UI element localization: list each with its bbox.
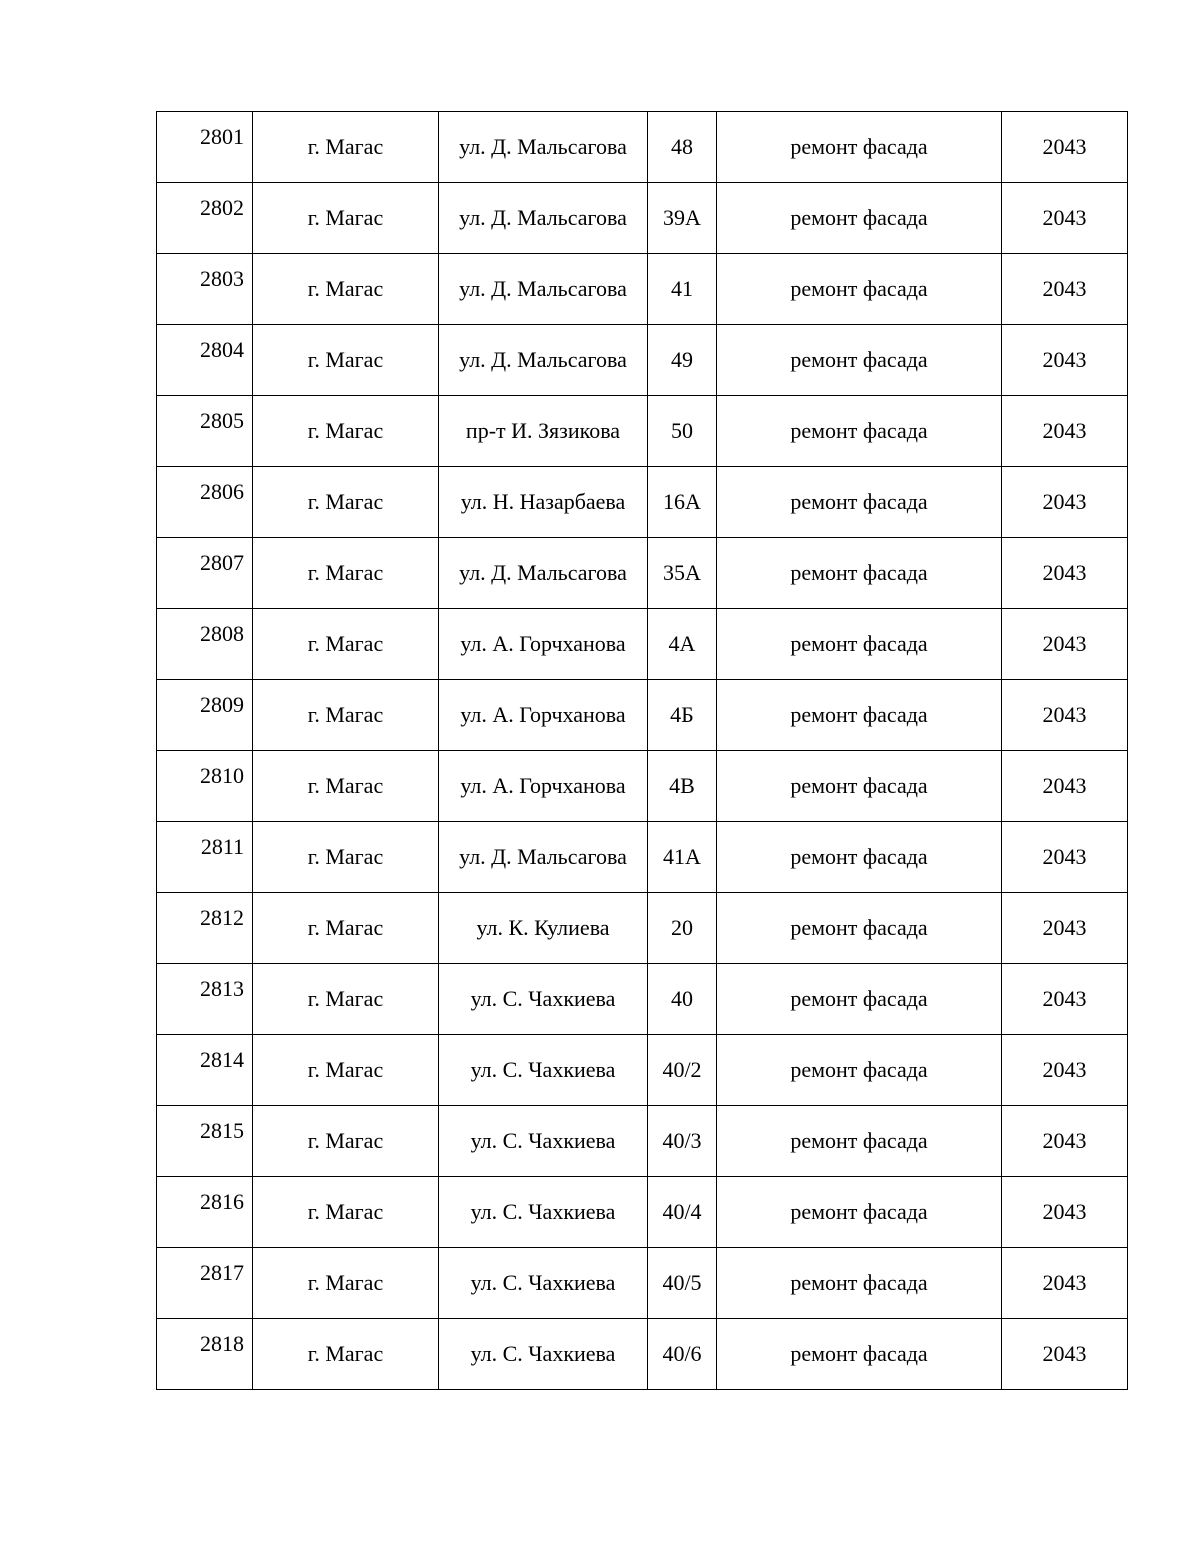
- street-cell: ул. С. Чахкиева: [439, 1177, 648, 1248]
- city-cell: г. Магас: [253, 822, 439, 893]
- table-row: [157, 1106, 1128, 1177]
- city-cell: г. Магас: [253, 893, 439, 964]
- house-number-cell: 50: [648, 396, 717, 467]
- house-number-cell: 4А: [648, 609, 717, 680]
- work-type-cell: ремонт фасада: [717, 822, 1002, 893]
- table-row: [157, 822, 1128, 893]
- row-number-cell: 2818: [157, 1319, 253, 1390]
- row-number-cell: 2806: [157, 467, 253, 538]
- year-cell: 2043: [1002, 325, 1128, 396]
- row-number-cell: 2812: [157, 893, 253, 964]
- house-number-cell: 40/3: [648, 1106, 717, 1177]
- row-number-cell: 2807: [157, 538, 253, 609]
- street-cell: ул. С. Чахкиева: [439, 1319, 648, 1390]
- street-cell: ул. А. Горчханова: [439, 751, 648, 822]
- table-row: [157, 1248, 1128, 1319]
- table-row: [157, 680, 1128, 751]
- street-cell: ул. Д. Мальсагова: [439, 822, 648, 893]
- work-type-cell: ремонт фасада: [717, 609, 1002, 680]
- city-cell: г. Магас: [253, 680, 439, 751]
- row-number-cell: 2808: [157, 609, 253, 680]
- row-number-cell: 2813: [157, 964, 253, 1035]
- work-type-cell: ремонт фасада: [717, 1319, 1002, 1390]
- city-cell: г. Магас: [253, 183, 439, 254]
- city-cell: г. Магас: [253, 396, 439, 467]
- city-cell: г. Магас: [253, 1106, 439, 1177]
- work-type-cell: ремонт фасада: [717, 325, 1002, 396]
- street-cell: ул. А. Горчханова: [439, 680, 648, 751]
- repair-schedule-table: [156, 111, 1128, 1390]
- street-cell: ул. Д. Мальсагова: [439, 325, 648, 396]
- house-number-cell: 40/5: [648, 1248, 717, 1319]
- table-row: [157, 254, 1128, 325]
- house-number-cell: 4Б: [648, 680, 717, 751]
- street-cell: ул. Д. Мальсагова: [439, 254, 648, 325]
- row-number-cell: 2804: [157, 325, 253, 396]
- table-row: [157, 467, 1128, 538]
- row-number-cell: 2809: [157, 680, 253, 751]
- year-cell: 2043: [1002, 1106, 1128, 1177]
- street-cell: пр-т И. Зязикова: [439, 396, 648, 467]
- row-number-cell: 2817: [157, 1248, 253, 1319]
- year-cell: 2043: [1002, 893, 1128, 964]
- work-type-cell: ремонт фасада: [717, 1177, 1002, 1248]
- year-cell: 2043: [1002, 1177, 1128, 1248]
- year-cell: 2043: [1002, 751, 1128, 822]
- house-number-cell: 41: [648, 254, 717, 325]
- table-row: [157, 183, 1128, 254]
- year-cell: 2043: [1002, 1035, 1128, 1106]
- work-type-cell: ремонт фасада: [717, 680, 1002, 751]
- house-number-cell: 49: [648, 325, 717, 396]
- city-cell: г. Магас: [253, 254, 439, 325]
- year-cell: 2043: [1002, 1248, 1128, 1319]
- table-row: [157, 893, 1128, 964]
- work-type-cell: ремонт фасада: [717, 1248, 1002, 1319]
- year-cell: 2043: [1002, 1319, 1128, 1390]
- work-type-cell: ремонт фасада: [717, 396, 1002, 467]
- house-number-cell: 35А: [648, 538, 717, 609]
- street-cell: ул. Д. Мальсагова: [439, 538, 648, 609]
- work-type-cell: ремонт фасада: [717, 1106, 1002, 1177]
- street-cell: ул. Д. Мальсагова: [439, 112, 648, 183]
- row-number-cell: 2815: [157, 1106, 253, 1177]
- row-number-cell: 2810: [157, 751, 253, 822]
- city-cell: г. Магас: [253, 112, 439, 183]
- year-cell: 2043: [1002, 467, 1128, 538]
- table-row: [157, 396, 1128, 467]
- city-cell: г. Магас: [253, 1035, 439, 1106]
- work-type-cell: ремонт фасада: [717, 964, 1002, 1035]
- street-cell: ул. Д. Мальсагова: [439, 183, 648, 254]
- city-cell: г. Магас: [253, 609, 439, 680]
- house-number-cell: 20: [648, 893, 717, 964]
- house-number-cell: 16А: [648, 467, 717, 538]
- year-cell: 2043: [1002, 609, 1128, 680]
- city-cell: г. Магас: [253, 964, 439, 1035]
- house-number-cell: 39А: [648, 183, 717, 254]
- table-row: [157, 1035, 1128, 1106]
- street-cell: ул. К. Кулиева: [439, 893, 648, 964]
- row-number-cell: 2801: [157, 112, 253, 183]
- table-row: [157, 1177, 1128, 1248]
- table-row: [157, 325, 1128, 396]
- year-cell: 2043: [1002, 396, 1128, 467]
- house-number-cell: 40/2: [648, 1035, 717, 1106]
- table-body: [157, 112, 1128, 1390]
- row-number-cell: 2803: [157, 254, 253, 325]
- row-number-cell: 2802: [157, 183, 253, 254]
- year-cell: 2043: [1002, 964, 1128, 1035]
- work-type-cell: ремонт фасада: [717, 1035, 1002, 1106]
- house-number-cell: 48: [648, 112, 717, 183]
- street-cell: ул. Н. Назарбаева: [439, 467, 648, 538]
- work-type-cell: ремонт фасада: [717, 112, 1002, 183]
- city-cell: г. Магас: [253, 538, 439, 609]
- table-row: [157, 609, 1128, 680]
- house-number-cell: 40: [648, 964, 717, 1035]
- street-cell: ул. С. Чахкиева: [439, 1106, 648, 1177]
- year-cell: 2043: [1002, 112, 1128, 183]
- year-cell: 2043: [1002, 254, 1128, 325]
- street-cell: ул. А. Горчханова: [439, 609, 648, 680]
- street-cell: ул. С. Чахкиева: [439, 964, 648, 1035]
- city-cell: г. Магас: [253, 1319, 439, 1390]
- house-number-cell: 40/6: [648, 1319, 717, 1390]
- work-type-cell: ремонт фасада: [717, 538, 1002, 609]
- work-type-cell: ремонт фасада: [717, 893, 1002, 964]
- city-cell: г. Магас: [253, 1177, 439, 1248]
- year-cell: 2043: [1002, 822, 1128, 893]
- row-number-cell: 2811: [157, 822, 253, 893]
- street-cell: ул. С. Чахкиева: [439, 1035, 648, 1106]
- work-type-cell: ремонт фасада: [717, 254, 1002, 325]
- work-type-cell: ремонт фасада: [717, 751, 1002, 822]
- house-number-cell: 40/4: [648, 1177, 717, 1248]
- row-number-cell: 2816: [157, 1177, 253, 1248]
- house-number-cell: 41А: [648, 822, 717, 893]
- work-type-cell: ремонт фасада: [717, 467, 1002, 538]
- city-cell: г. Магас: [253, 1248, 439, 1319]
- row-number-cell: 2805: [157, 396, 253, 467]
- year-cell: 2043: [1002, 183, 1128, 254]
- year-cell: 2043: [1002, 680, 1128, 751]
- table-row: [157, 112, 1128, 183]
- table-row: [157, 751, 1128, 822]
- city-cell: г. Магас: [253, 467, 439, 538]
- city-cell: г. Магас: [253, 325, 439, 396]
- work-type-cell: ремонт фасада: [717, 183, 1002, 254]
- year-cell: 2043: [1002, 538, 1128, 609]
- table-row: [157, 538, 1128, 609]
- table-row: [157, 964, 1128, 1035]
- street-cell: ул. С. Чахкиева: [439, 1248, 648, 1319]
- city-cell: г. Магас: [253, 751, 439, 822]
- row-number-cell: 2814: [157, 1035, 253, 1106]
- table-row: [157, 1319, 1128, 1390]
- house-number-cell: 4В: [648, 751, 717, 822]
